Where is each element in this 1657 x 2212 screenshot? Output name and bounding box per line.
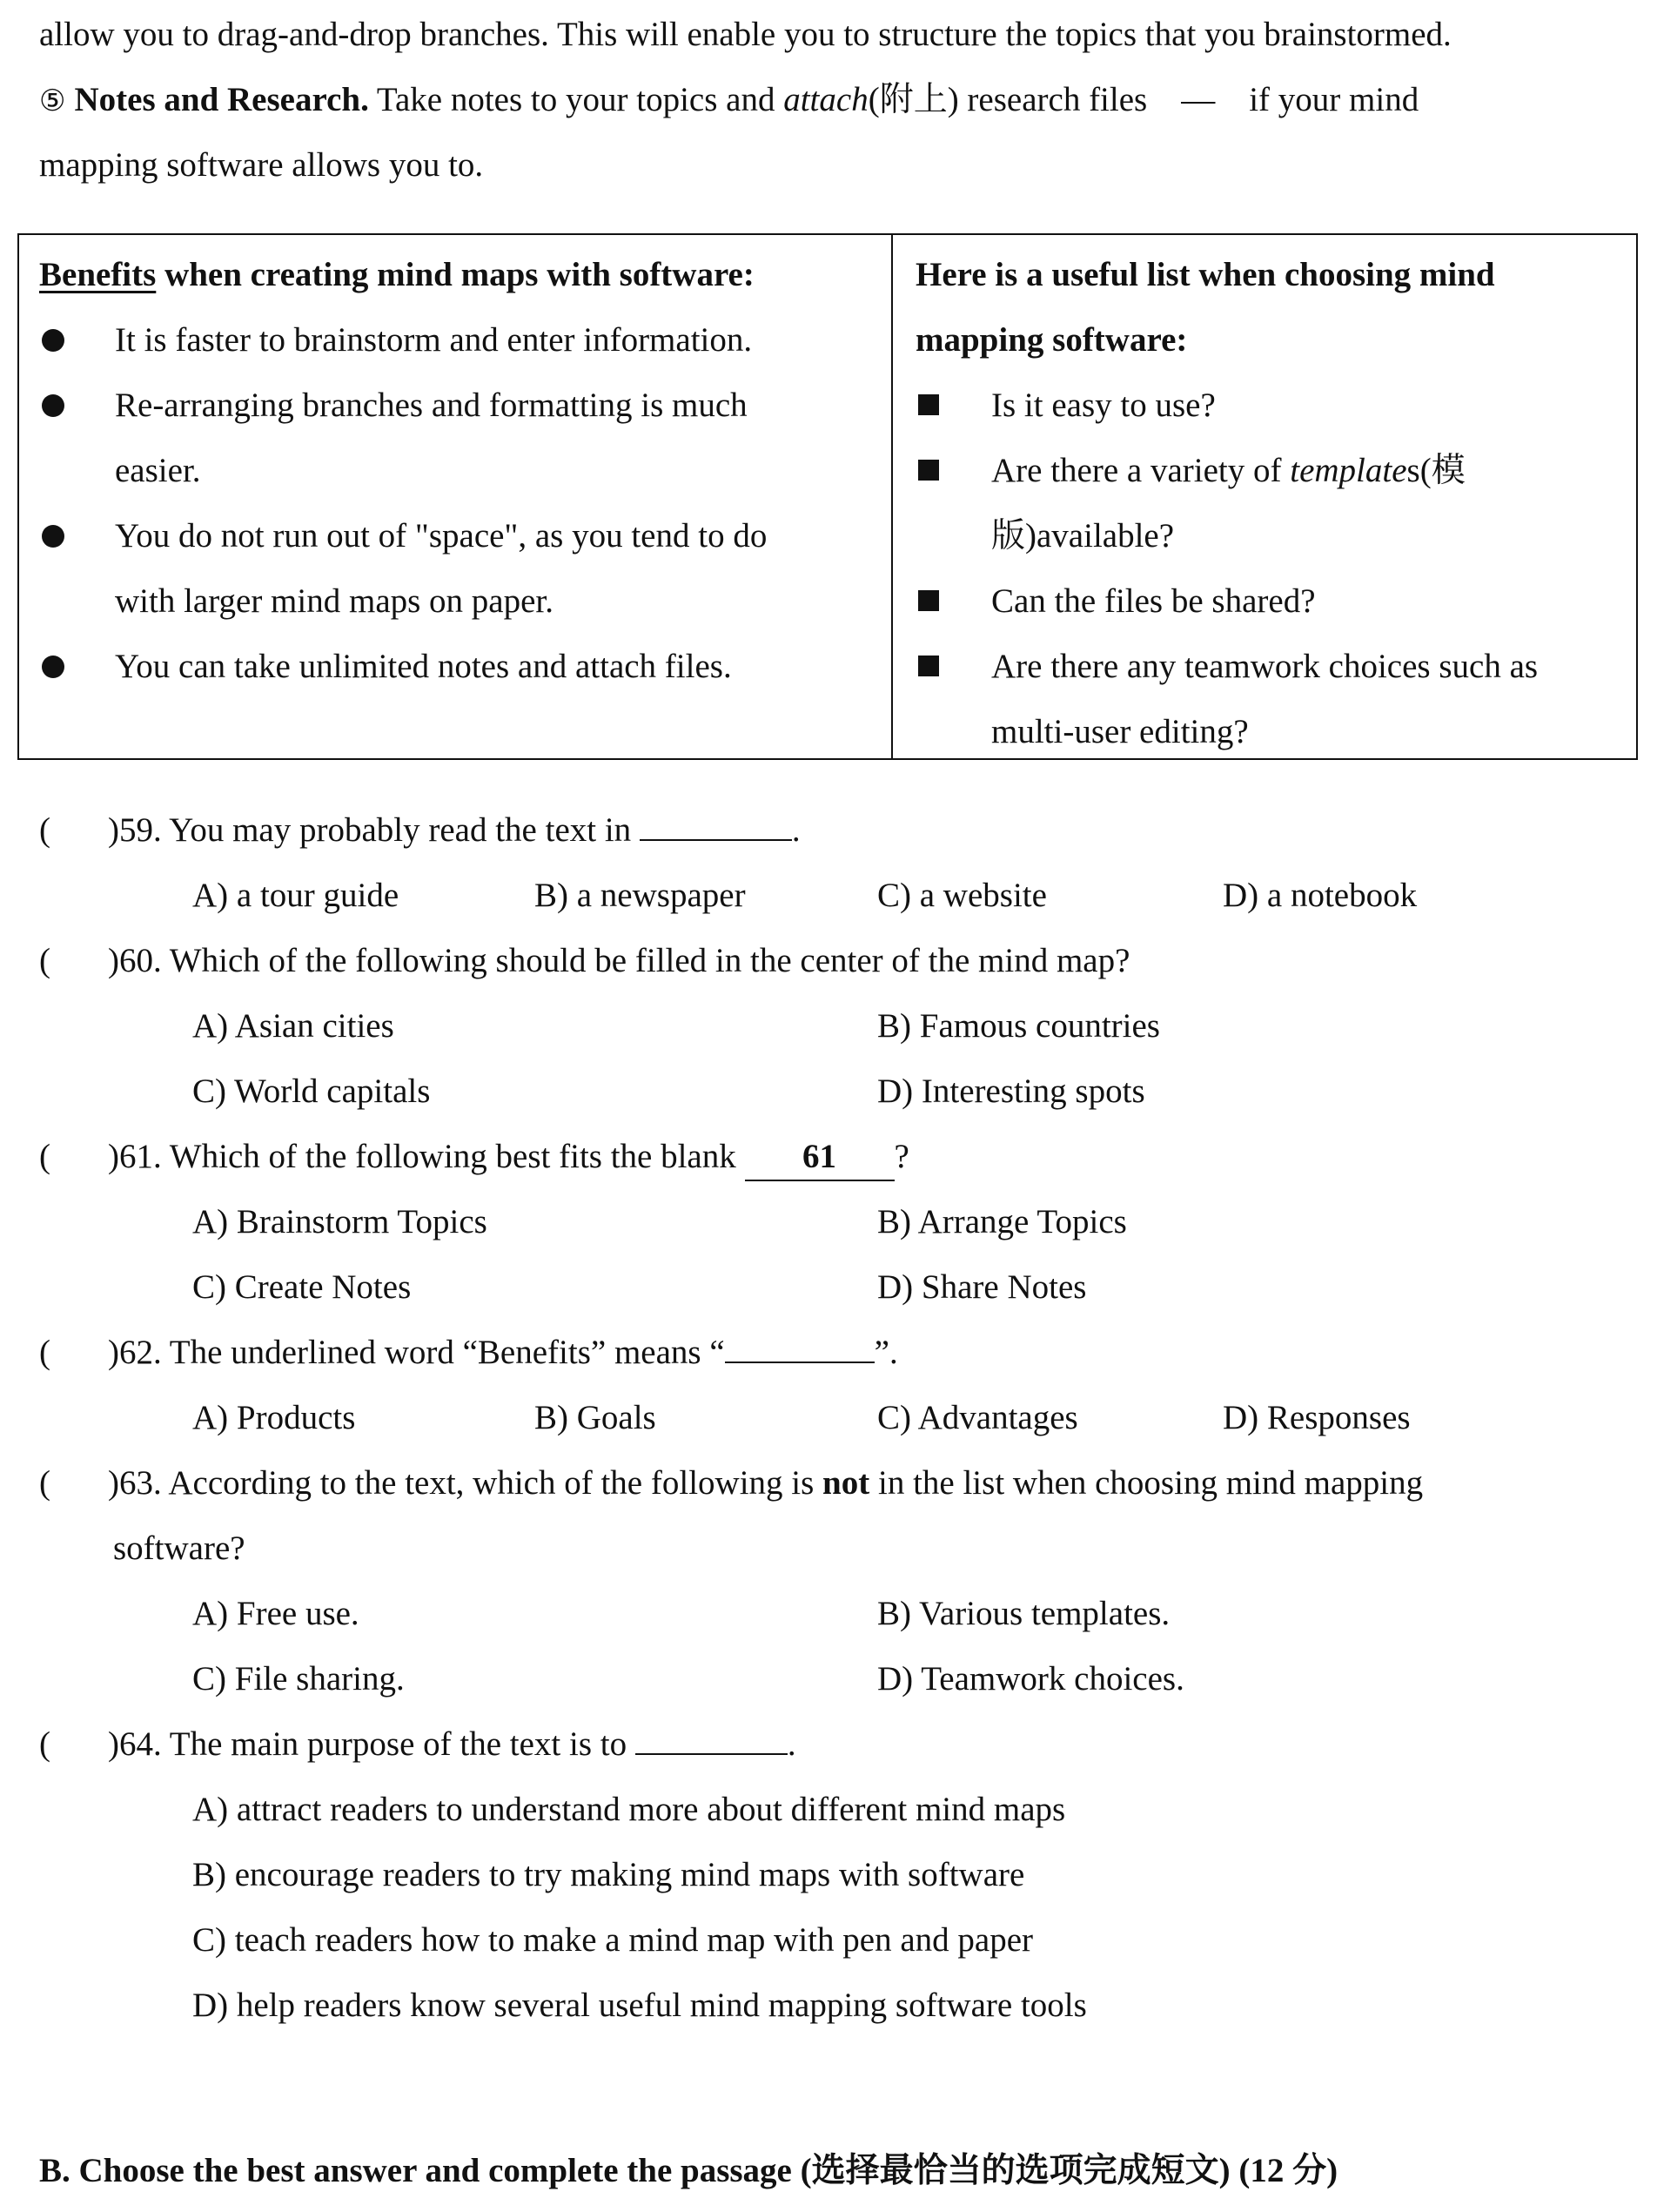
q59-end: .	[791, 811, 801, 849]
q59-option-d: D) a notebook	[1223, 877, 1418, 914]
benefits-heading-underlined: Benefits	[39, 256, 157, 293]
checklist-item: Is it easy to use?	[991, 387, 1216, 424]
q61-end: ?	[894, 1138, 909, 1175]
q62-option-c: C) Advantages	[877, 1399, 1078, 1436]
section-b-heading	[39, 2138, 1338, 2203]
q60-option-c: C) World capitals	[192, 1072, 431, 1110]
q60-option-b: B) Famous countries	[877, 1007, 1160, 1045]
q63-stem-cont: software?	[113, 1530, 245, 1567]
checklist-heading-2	[916, 307, 1187, 373]
q64-option-b: B) encourage readers to try making mind maps with software	[192, 1856, 1025, 1893]
benefits-heading-rest: when creating mind maps with software:	[164, 256, 755, 293]
q63-text-bold: not	[822, 1464, 870, 1502]
q59-blank	[640, 810, 792, 841]
q64-option-d: D) help readers know several useful mind mapping software tools	[192, 1987, 1087, 2024]
checklist-item-cont: multi-user editing?	[991, 713, 1249, 750]
item5-title: Notes and Research.	[74, 81, 369, 118]
bullet-icon	[42, 525, 64, 548]
passage-line-3: mapping software allows you to.	[39, 146, 484, 184]
benefit-line: You can take unlimited notes and attach files.	[115, 648, 732, 685]
table-divider	[891, 233, 893, 760]
q63-option-d: D) Teamwork choices.	[877, 1660, 1184, 1698]
item5-text-a: Take notes to your topics and	[376, 81, 775, 118]
benefits-heading	[39, 242, 755, 307]
q59-stem	[108, 797, 801, 863]
checklist-item: Are there any teamwork choices such as	[991, 648, 1539, 685]
q64-stem	[108, 1711, 796, 1777]
item5-text-b: (附上) research files — if your mind	[868, 81, 1419, 118]
q63-text-b: in the list when choosing mind mapping	[877, 1464, 1424, 1502]
q62-blank	[725, 1332, 875, 1363]
q63-option-a: A) Free use.	[192, 1595, 359, 1632]
q60-text: Which of the following should be filled in the center of the mind map?	[169, 942, 1130, 979]
item5-italic: attach	[783, 81, 869, 118]
section-b-text: Choose the best answer and complete the passage (选择最恰当的选项完成短文) (12 分)	[78, 2152, 1338, 2189]
checklist-item	[991, 438, 1466, 503]
q60-stem	[108, 928, 1130, 993]
bullet-icon	[42, 394, 64, 417]
checklist-item-text: s(模	[1406, 452, 1466, 489]
q64-text: The main purpose of the text is to	[169, 1725, 627, 1763]
q63-option-b: B) Various templates.	[877, 1595, 1171, 1632]
benefit-line: with larger mind maps on paper.	[115, 582, 554, 620]
q60-option-d: D) Interesting spots	[877, 1072, 1145, 1110]
passage-item-5	[39, 67, 1419, 134]
q64-option-a: A) attract readers to understand more about different mind maps	[192, 1791, 1066, 1828]
checklist-item-cont: 版)available?	[991, 517, 1175, 555]
benefit-line: Re-arranging branches and formatting is much	[115, 387, 748, 424]
square-bullet-icon	[918, 460, 939, 481]
circled-number-5: ⑤	[39, 84, 66, 118]
square-bullet-icon	[918, 656, 939, 676]
q59-option-b: B) a newspaper	[534, 877, 746, 914]
checklist-item-text: Are there a variety of	[991, 452, 1282, 489]
q62-number: )62.	[108, 1334, 162, 1371]
q61-option-d: D) Share Notes	[877, 1268, 1087, 1306]
q63-number: )63.	[108, 1464, 162, 1502]
passage-line-1: allow you to drag-and-drop branches. This will enable you to structure the topics that you brainstormed.	[39, 16, 1452, 53]
checklist-heading-text-2: mapping software:	[916, 321, 1188, 359]
checklist-heading-text-1: Here is a useful list when choosing mind	[916, 256, 1495, 293]
answer-paren: (	[39, 1334, 50, 1371]
q62-option-d: D) Responses	[1223, 1399, 1411, 1436]
benefit-line: easier.	[115, 452, 201, 489]
q60-number: )60.	[108, 942, 162, 979]
q61-option-a: A) Brainstorm Topics	[192, 1203, 487, 1240]
q61-text: Which of the following best fits the blank	[169, 1138, 736, 1175]
q62-text: The underlined word “Benefits” means “	[169, 1334, 725, 1371]
q64-option-c: C) teach readers how to make a mind map with pen and paper	[192, 1921, 1033, 1959]
answer-paren: (	[39, 1725, 50, 1763]
answer-paren: (	[39, 1464, 50, 1502]
q64-end: .	[787, 1725, 796, 1763]
q61-option-c: C) Create Notes	[192, 1268, 412, 1306]
bullet-icon	[42, 329, 64, 352]
q60-option-a: A) Asian cities	[192, 1007, 394, 1045]
q62-option-a: A) Products	[192, 1399, 356, 1436]
bullet-icon	[42, 656, 64, 678]
q64-blank	[635, 1724, 788, 1755]
answer-paren: (	[39, 1138, 50, 1175]
q61-number: )61.	[108, 1138, 162, 1175]
q62-stem	[108, 1320, 898, 1385]
q63-option-c: C) File sharing.	[192, 1660, 405, 1698]
q64-number: )64.	[108, 1725, 162, 1763]
checklist-item-italic: template	[1290, 452, 1407, 489]
q59-number: )59.	[108, 811, 162, 849]
q59-option-a: A) a tour guide	[192, 877, 399, 914]
answer-paren: (	[39, 942, 50, 979]
q59-option-c: C) a website	[877, 877, 1047, 914]
square-bullet-icon	[918, 590, 939, 611]
q61-stem	[108, 1124, 909, 1189]
square-bullet-icon	[918, 394, 939, 415]
q63-text-a: According to the text, which of the following is	[168, 1464, 815, 1502]
answer-paren: (	[39, 811, 50, 849]
section-b-label: B.	[39, 2152, 70, 2189]
q61-option-b: B) Arrange Topics	[877, 1203, 1127, 1240]
checklist-heading-1	[916, 242, 1495, 307]
benefit-line: It is faster to brainstorm and enter information.	[115, 321, 753, 359]
q63-stem	[108, 1450, 1423, 1516]
q61-blank: 61	[745, 1134, 895, 1181]
q62-option-b: B) Goals	[534, 1399, 656, 1436]
checklist-item: Can the files be shared?	[991, 582, 1316, 620]
q62-end: ”.	[874, 1334, 898, 1371]
benefit-line: You do not run out of "space", as you tend to do	[115, 517, 768, 555]
q59-text: You may probably read the text in	[169, 811, 632, 849]
